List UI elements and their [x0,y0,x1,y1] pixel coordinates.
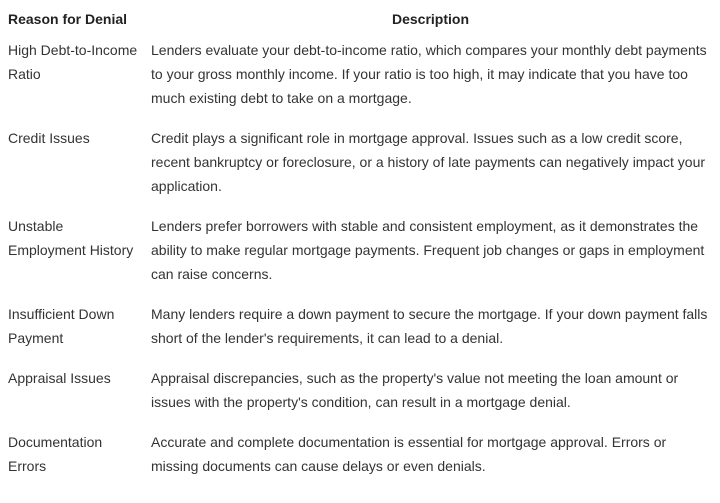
reason-cell: Documentation Errors [8,434,103,474]
table-row [0,302,718,366]
header-reason: Reason for Denial [8,11,128,27]
table-header [0,0,718,38]
description-cell: Lenders prefer borrowers with stable and consistent employment, as it demonstrates the ability to make regular mortgage payments. Frequent job changes or gaps in employment can raise concerns. [151,218,705,282]
description-cell: Credit plays a significant role in mortgage approval. Issues such as a low credit score, recent bankruptcy or foreclosure, or a history of late payments can negatively impact your application. [151,130,706,194]
table-row [0,430,718,494]
reason-cell: High Debt-to-Income Ratio [8,42,138,82]
reason-cell: Unstable Employment History [8,218,134,258]
table-row [0,214,718,302]
table-row [0,38,718,126]
table-body [0,38,718,494]
reason-cell: Credit Issues [8,130,90,146]
reason-cell: Appraisal Issues [8,370,111,386]
reason-cell: Insufficient Down Payment [8,306,115,346]
header-description: Description [391,11,469,27]
description-cell: Lenders evaluate your debt-to-income ratio, which compares your monthly debt payments to your gross monthly income. If your ratio is too high, it may indicate that you have too much existing debt to take on a mortgage. [151,42,707,106]
table-row [0,126,718,214]
header-row [0,0,718,38]
table-row [0,366,718,430]
description-cell: Many lenders require a down payment to secure the mortgage. If your down payment falls short of the lender's requirements, it can lead to a denial. [151,306,708,346]
description-cell: Accurate and complete documentation is essential for mortgage approval. Errors or missing documents can cause delays or even denials. [151,434,667,474]
description-cell: Appraisal discrepancies, such as the property's value not meeting the loan amount or issues with the property's condition, can result in a mortgage denial. [151,370,679,410]
